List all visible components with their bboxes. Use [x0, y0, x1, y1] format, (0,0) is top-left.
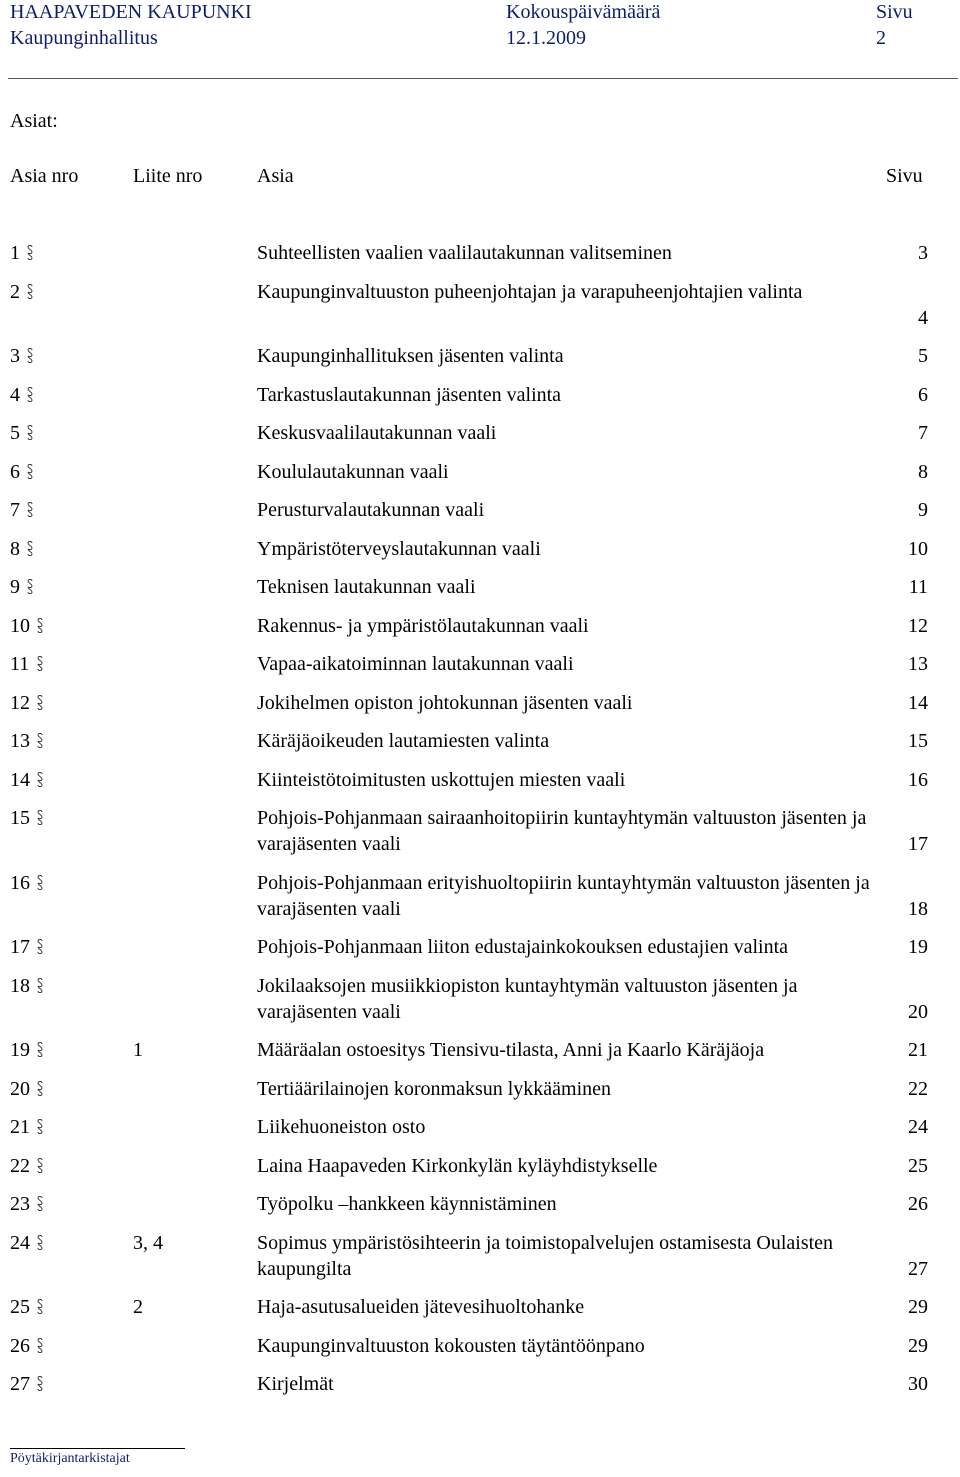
- item-page: 5: [918, 345, 928, 367]
- item-title: Tertiäärilainojen koronmaksun lykkääminen: [257, 1077, 612, 1100]
- item-title: Laina Haapaveden Kirkonkylän kyläyhdistykselle: [257, 1154, 658, 1177]
- item-title: Käräjäoikeuden lautamiesten valinta: [257, 730, 550, 752]
- item-title: Sopimus ympäristösihteerin ja toimistopalvelujen ostamisesta Oulaisten kaupungilta: [257, 1231, 834, 1280]
- agenda-row: [0, 690, 960, 716]
- agenda-row: [0, 1333, 960, 1359]
- agenda-row: [0, 613, 960, 639]
- section-sign-icon: [26, 463, 34, 481]
- header-divider: [8, 78, 958, 79]
- item-title: Pohjois-Pohjanmaan erityishuoltopiirin kuntayhtymän valtuuston jäsenten ja varajäsenten vaali: [257, 871, 870, 920]
- agenda-row: [0, 382, 960, 408]
- section-sign-icon: [36, 1118, 44, 1136]
- section-sign-icon: [26, 244, 34, 262]
- item-title: Kirjelmät: [257, 1373, 334, 1395]
- item-number: 24: [10, 1231, 30, 1254]
- item-number: 21: [10, 1116, 30, 1138]
- agenda-row: [0, 973, 960, 1025]
- item-number: 18: [10, 974, 30, 997]
- item-number: 6: [10, 460, 20, 483]
- agenda-row: [0, 343, 960, 369]
- item-title: Jokihelmen opiston johtokunnan jäsenten vaali: [257, 691, 633, 714]
- item-page: 22: [908, 1077, 928, 1100]
- agenda-row: [0, 805, 960, 857]
- agenda-row: [0, 651, 960, 677]
- section-sign-icon: [36, 655, 44, 673]
- item-title: Teknisen lautakunnan vaali: [257, 576, 476, 598]
- item-title: Suhteellisten vaalien vaalilautakunnan valitseminen: [257, 242, 672, 264]
- item-title: Pohjois-Pohjanmaan sairaanhoitopiirin kuntayhtymän valtuuston jäsenten ja varajäsenten vaali: [257, 807, 867, 855]
- section-sign-icon: [26, 424, 34, 442]
- item-title: Kaupunginhallituksen jäsenten valinta: [257, 345, 564, 367]
- section-sign-icon: [36, 771, 44, 789]
- agenda-row: [0, 497, 960, 523]
- item-number: 4: [10, 383, 20, 406]
- item-page: 12: [908, 614, 928, 637]
- item-page: 13: [908, 653, 928, 675]
- agenda-row: [0, 279, 960, 331]
- section-sign-icon: [36, 977, 44, 995]
- item-number: 14: [10, 768, 30, 791]
- agenda-list: [0, 240, 960, 1410]
- agenda-row: [0, 1230, 960, 1282]
- item-title: Ympäristöterveyslautakunnan vaali: [257, 537, 541, 560]
- section-sign-icon: [36, 617, 44, 635]
- section-sign-icon: [26, 283, 34, 301]
- section-sign-icon: [36, 1195, 44, 1213]
- section-sign-icon: [26, 386, 34, 404]
- page-header: [10, 0, 950, 56]
- section-title: Asiat:: [10, 110, 58, 132]
- agenda-row: [0, 767, 960, 793]
- item-number: 22: [10, 1154, 30, 1177]
- item-title: Liikehuoneiston osto: [257, 1116, 426, 1138]
- item-page: 19: [908, 936, 928, 958]
- item-title: Tarkastuslautakunnan jäsenten valinta: [257, 383, 562, 406]
- item-number: 15: [10, 807, 30, 829]
- section-sign-icon: [26, 347, 34, 365]
- item-page: 15: [908, 730, 928, 752]
- agenda-row: [0, 459, 960, 485]
- item-title: Haja-asutusalueiden jätevesihuoltohanke: [257, 1296, 585, 1318]
- section-sign-icon: [36, 874, 44, 892]
- item-number: 19: [10, 1039, 30, 1061]
- agenda-row: [0, 870, 960, 922]
- item-number: 11: [10, 653, 30, 675]
- agenda-row: [0, 1153, 960, 1179]
- item-page: 3: [918, 242, 928, 264]
- section-sign-icon: [36, 1041, 44, 1059]
- agenda-row: [0, 1076, 960, 1102]
- page-label: Sivu: [876, 1, 913, 23]
- item-number: 8: [10, 537, 20, 560]
- item-title: Kaupunginvaltuuston kokousten täytäntöönpano: [257, 1334, 645, 1357]
- attachment-number: 1: [133, 1039, 143, 1061]
- item-page: 17: [908, 833, 928, 855]
- item-page: 7: [918, 422, 928, 444]
- item-number: 17: [10, 936, 30, 958]
- section-sign-icon: [36, 1157, 44, 1175]
- item-title: Työpolku –hankkeen käynnistäminen: [257, 1193, 557, 1215]
- section-sign-icon: [36, 694, 44, 712]
- item-number: 26: [10, 1334, 30, 1357]
- item-number: 23: [10, 1193, 30, 1215]
- item-title: Määräalan ostoesitys Tiensivu-tilasta, Anni ja Kaarlo Käräjäoja: [257, 1039, 765, 1061]
- item-number: 27: [10, 1373, 30, 1395]
- col-header-asia: Asia: [257, 165, 294, 187]
- item-title: Pohjois-Pohjanmaan liiton edustajainkokouksen edustajien valinta: [257, 936, 789, 958]
- col-header-nro: Asia nro: [10, 165, 79, 187]
- org-name: HAAPAVEDEN KAUPUNKI: [10, 1, 252, 23]
- agenda-row: [0, 420, 960, 446]
- item-title: Vapaa-aikatoiminnan lautakunnan vaali: [257, 653, 574, 675]
- item-title: Koululautakunnan vaali: [257, 460, 449, 483]
- item-page: 14: [908, 691, 928, 714]
- agenda-row: [0, 536, 960, 562]
- item-page: 25: [908, 1154, 928, 1177]
- item-title: Jokilaaksojen musiikkiopiston kuntayhtymän valtuuston jäsenten ja varajäsenten vaali: [257, 974, 798, 1023]
- item-page: 16: [908, 768, 928, 791]
- agenda-row: [0, 1294, 960, 1320]
- item-number: 7: [10, 499, 20, 521]
- item-title: Perusturvalautakunnan vaali: [257, 499, 485, 521]
- item-number: 12: [10, 691, 30, 714]
- section-sign-icon: [26, 540, 34, 558]
- item-number: 16: [10, 871, 30, 894]
- agenda-row: [0, 574, 960, 600]
- item-page: 9: [918, 499, 928, 521]
- footer-label: Pöytäkirjantarkistajat: [10, 1451, 130, 1466]
- item-number: 1: [10, 242, 20, 264]
- item-page: 30: [908, 1373, 928, 1395]
- item-page: 20: [908, 1000, 928, 1023]
- agenda-row: [0, 934, 960, 960]
- agenda-row: [0, 1191, 960, 1217]
- item-number: 20: [10, 1077, 30, 1100]
- agenda-row: [0, 1114, 960, 1140]
- item-number: 10: [10, 614, 30, 637]
- agenda-row: [0, 1037, 960, 1063]
- section-sign-icon: [36, 1298, 44, 1316]
- item-title: Kiinteistötoimitusten uskottujen miesten vaali: [257, 768, 626, 791]
- col-header-liite: Liite nro: [133, 165, 203, 187]
- agenda-row: [0, 1371, 960, 1397]
- section-sign-icon: [26, 578, 34, 596]
- agenda-row: [0, 728, 960, 754]
- section-sign-icon: [36, 809, 44, 827]
- item-page: 8: [918, 460, 928, 483]
- item-title: Kaupunginvaltuuston puheenjohtajan ja varapuheenjohtajien valinta: [257, 280, 803, 303]
- section-sign-icon: [36, 1234, 44, 1252]
- date-label: Kokouspäivämäärä: [506, 1, 661, 23]
- item-page: 18: [908, 897, 928, 920]
- item-page: 26: [908, 1193, 928, 1215]
- section-sign-icon: [36, 1080, 44, 1098]
- page-number: 2: [876, 27, 886, 49]
- section-sign-icon: [36, 1375, 44, 1393]
- attachment-number: 3, 4: [133, 1231, 163, 1254]
- agenda-row: [0, 240, 960, 266]
- body-name: Kaupunginhallitus: [10, 27, 158, 49]
- section-sign-icon: [36, 938, 44, 956]
- item-number: 5: [10, 422, 20, 444]
- section-sign-icon: [36, 1337, 44, 1355]
- section-sign-icon: [36, 732, 44, 750]
- item-page: 27: [908, 1257, 928, 1280]
- attachment-number: 2: [133, 1296, 143, 1318]
- item-number: 9: [10, 576, 20, 598]
- item-number: 2: [10, 280, 20, 303]
- item-title: Rakennus- ja ympäristölautakunnan vaali: [257, 614, 589, 637]
- item-number: 25: [10, 1296, 30, 1318]
- item-page: 4: [918, 306, 928, 329]
- item-page: 29: [908, 1296, 928, 1318]
- section-sign-icon: [26, 501, 34, 519]
- item-number: 13: [10, 730, 30, 752]
- item-number: 3: [10, 345, 20, 367]
- item-page: 10: [908, 537, 928, 560]
- item-title: Keskusvaalilautakunnan vaali: [257, 422, 497, 444]
- item-page: 21: [908, 1039, 928, 1061]
- item-page: 24: [908, 1116, 928, 1138]
- meeting-date: 12.1.2009: [506, 27, 586, 49]
- item-page: 29: [908, 1334, 928, 1357]
- col-header-sivu: Sivu: [886, 165, 923, 187]
- item-page: 6: [918, 383, 928, 406]
- footer: [10, 1448, 185, 1468]
- item-page: 11: [908, 576, 928, 598]
